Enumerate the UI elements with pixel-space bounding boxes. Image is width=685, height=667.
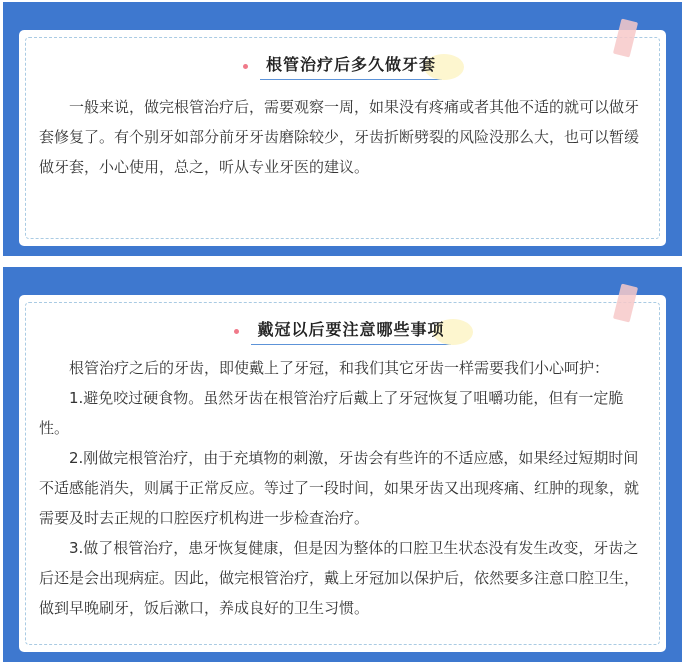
content-card xyxy=(19,30,666,246)
section-body xyxy=(39,353,650,623)
heading-bullet-icon xyxy=(234,329,239,334)
section-panel-aftercare-timing xyxy=(3,2,682,256)
title-underline xyxy=(260,79,442,80)
list-item: 1.避免咬过硬食物。虽然牙齿在根管治疗后戴上了牙冠恢复了咀嚼功能，但有一定脆性。 xyxy=(39,389,624,437)
section-title: 戴冠以后要注意哪些事项 xyxy=(257,320,445,339)
title-underline xyxy=(251,344,450,345)
heading-bullet-icon xyxy=(243,64,248,69)
section-title: 根管治疗后多久做牙套 xyxy=(265,55,436,74)
section-heading xyxy=(234,317,450,345)
section-heading-row xyxy=(19,317,666,345)
section-intro-paragraph: 根管治疗之后的牙齿，即使戴上了牙冠，和我们其它牙齿一样需要我们小心呵护： xyxy=(69,359,610,377)
title-wrap xyxy=(251,317,450,345)
content-card xyxy=(19,295,666,652)
section-heading xyxy=(243,52,442,80)
list-item: 2.刚做完根管治疗，由于充填物的刺激，牙齿会有些许的不适应感，如果经过短期时间不适感能消失，则属于正常反应。等过了一段时间，如果牙齿又出现疼痛、红肿的现象，就需要及时去正规的口腔医疗机构进一步检查治疗。 xyxy=(39,449,640,527)
title-wrap xyxy=(260,52,442,80)
section-heading-row xyxy=(19,52,666,80)
list-item: 3.做了根管治疗，患牙恢复健康，但是因为整体的口腔卫生状态没有发生改变，牙齿之后还是会出现病症。因此，做完根管治疗，戴上牙冠加以保护后，依然要多注意口腔卫生，做到早晚刷牙，饭后漱口，养成良好的卫生习惯。 xyxy=(39,539,640,617)
section-paragraph: 一般来说，做完根管治疗后，需要观察一周，如果没有疼痛或者其他不适的就可以做牙套修复了。有个别牙如部分前牙牙齿磨除较少，牙齿折断劈裂的风险没那么大，也可以暂缓做牙套，小心使用，总之，听从专业牙医的建议。 xyxy=(39,98,640,176)
section-panel-crown-care xyxy=(3,267,682,662)
